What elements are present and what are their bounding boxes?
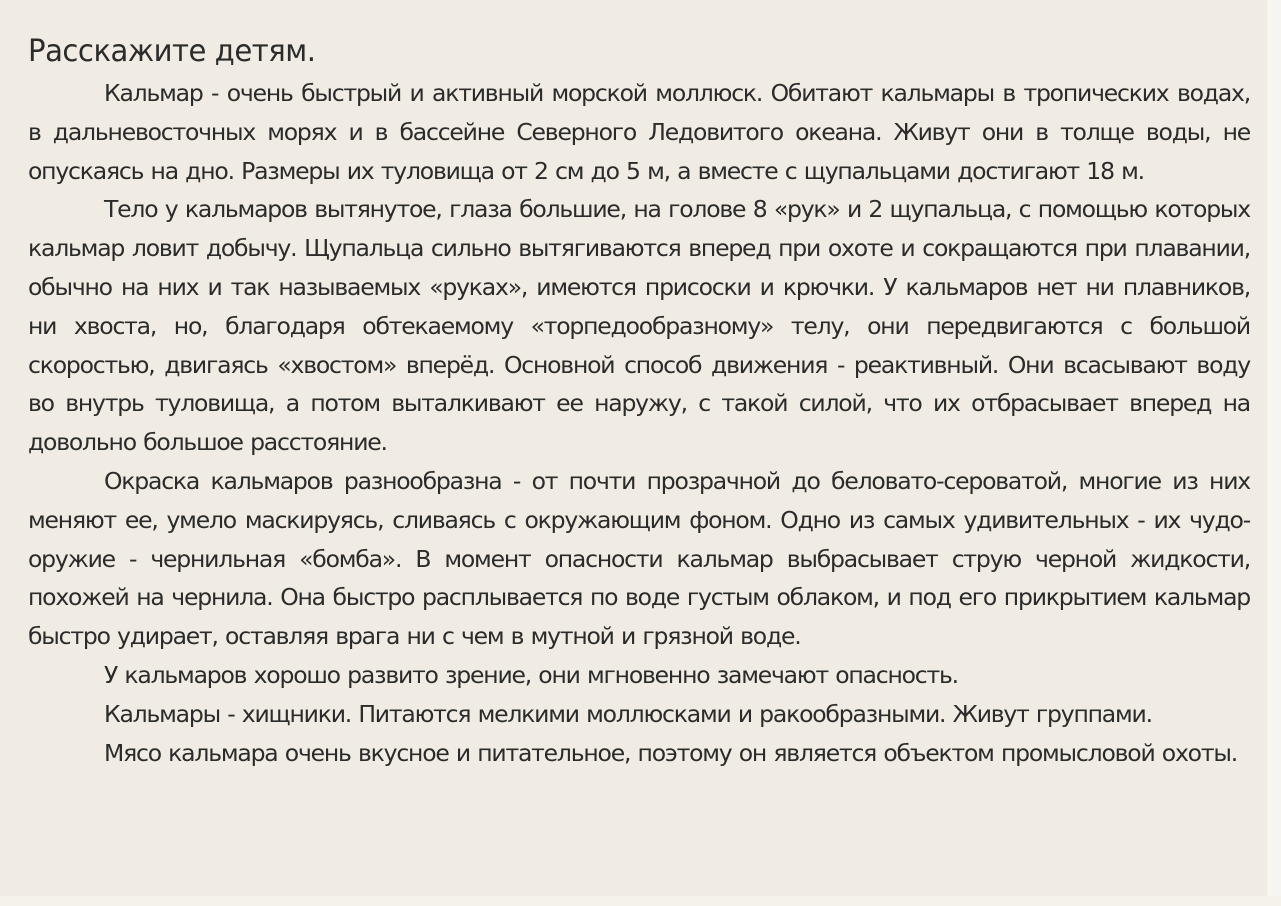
paragraph-4: У кальмаров хорошо развито зрение, они мгновенно замечают опасность. [104,660,958,689]
document-content [28,30,1250,772]
paragraph-5: Кальмары - хищники. Питаются мелкими моллюсками и ракообразными. Живут группами. [104,699,1152,728]
paragraph-1: Кальмар - очень быстрый и активный морской моллюск. Обитают кальмары в тропических водах, в дальневосточных морях и в бассейне Северного Ледовитого океана. Живут они в толще воды, не опускаясь на дно. Размеры их туловища от 2 см до 5 м, а вместе с щупальцами достигают 18 м. [28,79,1250,185]
paragraph-6: Мясо кальмара очень вкусное и питательное, поэтому он является объектом промысловой охоты. [104,738,1237,767]
paragraph-2: Тело у кальмаров вытянутое, глаза большие, на голове 8 «рук» и 2 щупальца, с помощью которых кальмар ловит добычу. Щупальца сильно вытягиваются вперед при охоте и сокращаются при плавании, обычно на них и так называемых «руках», имеются присоски и крючки. У кальмаров нет ни плавников, ни хвоста, но, благодаря обтекаемому «торпедообразному» телу, они передвигаются с большой скоростью, двигаясь «хвостом» вперёд. Основной способ движения - реактивный. Они всасывают воду во внутрь туловища, а потом выталкивают ее наружу, с такой силой, что их отбрасывает вперед на довольно большое расстояние. [28,195,1250,457]
document-title: Расскажите детям. [28,34,316,69]
page-edge-bottom [0,896,1281,906]
paragraph-3: Окраска кальмаров разнообразна - от почти прозрачной до беловато-сероватой, многие из них меняют ее, умело маскируясь, сливаясь с окружающим фоном. Одно из самых удивительных - их чудо-оружие - чернильная «бомба». В момент опасности кальмар выбрасывает струю черной жидкости, похожей на чернила. Она быстро расплывается по воде густым облаком, и под его прикрытием кальмар быстро удирает, оставляя врага ни с чем в мутной и грязной воде. [28,466,1250,651]
page-edge-right [1267,0,1281,906]
